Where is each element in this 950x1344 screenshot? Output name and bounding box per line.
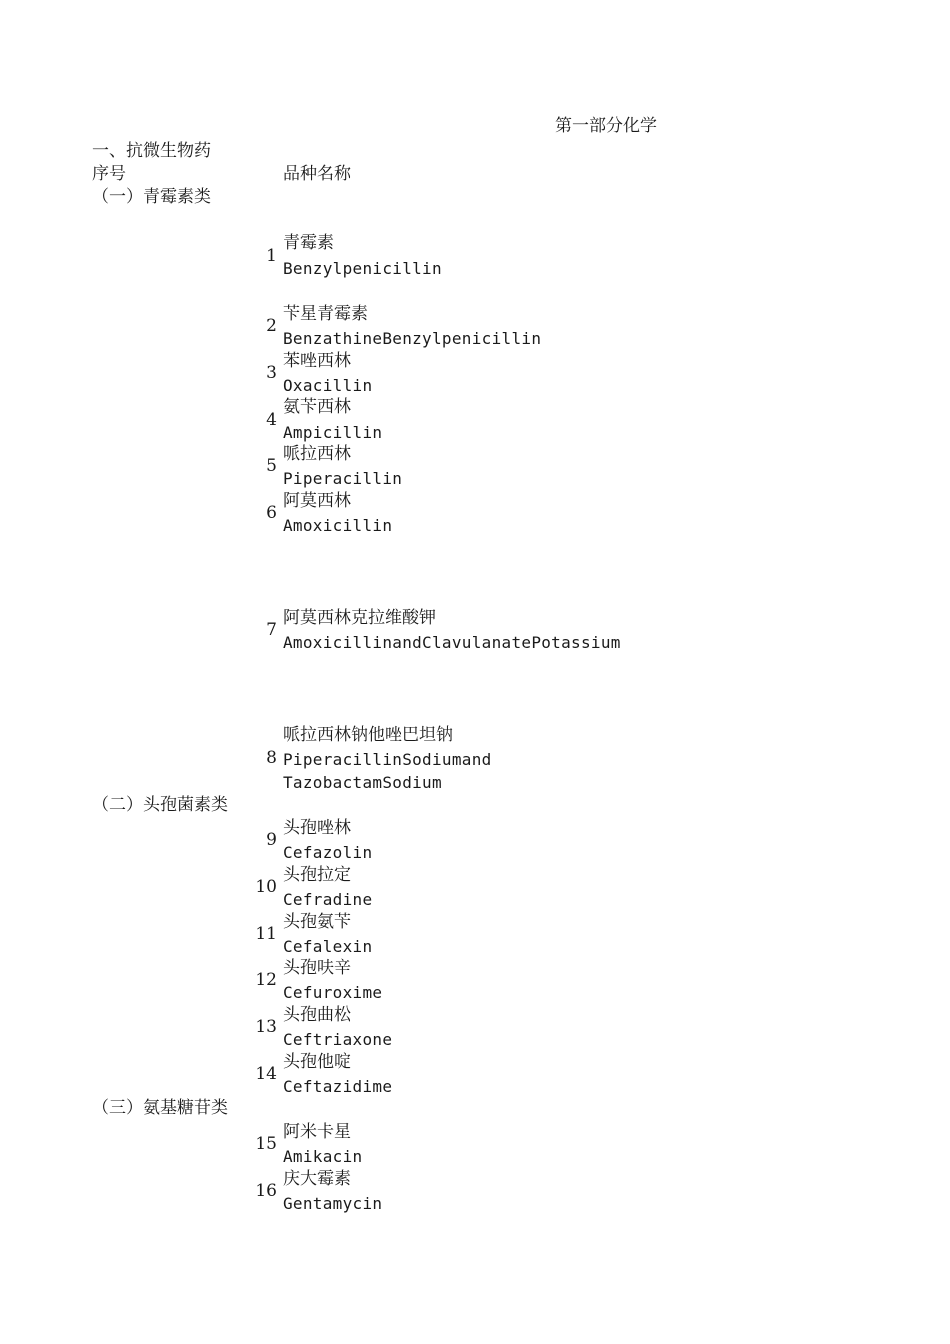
item-name-cn: 苄星青霉素: [283, 304, 368, 324]
item-name-en: Benzylpenicillin: [283, 259, 442, 278]
item-number: 5: [266, 456, 277, 476]
item-name-en: PiperacillinSodiumand: [283, 750, 492, 769]
item-number: 6: [266, 503, 277, 523]
item-name-en: AmoxicillinandClavulanatePotassium: [283, 633, 621, 652]
category-cephalosporins: （二）头孢菌素类: [92, 795, 228, 815]
part-title: 第一部分化学: [555, 116, 657, 136]
item-number: 2: [266, 316, 277, 336]
item-name-en: Cefuroxime: [283, 983, 383, 1002]
item-number: 8: [266, 748, 277, 768]
column-header-name: 品种名称: [283, 164, 351, 184]
item-name-cn: 头孢呋辛: [283, 958, 351, 978]
item-number: 7: [266, 620, 277, 640]
item-number: 13: [255, 1017, 277, 1037]
item-name-en: Oxacillin: [283, 376, 373, 395]
item-name-en: Gentamycin: [283, 1194, 383, 1213]
item-name-cn: 头孢氨苄: [283, 912, 351, 932]
category-aminoglycosides: （三）氨基糖苷类: [92, 1098, 228, 1118]
section-title: 一、抗微生物药: [92, 141, 211, 161]
item-name-en: Amoxicillin: [283, 516, 393, 535]
item-number: 9: [266, 830, 277, 850]
item-number: 11: [255, 924, 277, 944]
item-number: 15: [255, 1134, 277, 1154]
item-name-cn: 哌拉西林钠他唑巴坦钠: [283, 725, 453, 745]
item-name-cn: 苯唑西林: [283, 351, 351, 371]
item-number: 1: [266, 246, 277, 266]
item-name-en: Ceftriaxone: [283, 1030, 393, 1049]
item-name-cn: 青霉素: [283, 233, 334, 253]
item-name-cn: 氨苄西林: [283, 397, 351, 417]
item-number: 3: [266, 363, 277, 383]
item-name-en-continued: TazobactamSodium: [283, 773, 442, 792]
item-name-en: Ceftazidime: [283, 1077, 393, 1096]
item-number: 14: [255, 1064, 277, 1084]
item-name-cn: 哌拉西林: [283, 444, 351, 464]
column-header-number: 序号: [92, 164, 126, 184]
item-name-en: Cefazolin: [283, 843, 373, 862]
item-name-cn: 阿莫西林: [283, 491, 351, 511]
item-name-en: Cefalexin: [283, 937, 373, 956]
item-number: 16: [255, 1181, 277, 1201]
item-name-cn: 阿莫西林克拉维酸钾: [283, 608, 436, 628]
item-name-en: Amikacin: [283, 1147, 363, 1166]
item-number: 4: [266, 410, 277, 430]
item-name-en: Cefradine: [283, 890, 373, 909]
item-name-cn: 庆大霉素: [283, 1169, 351, 1189]
item-name-en: Piperacillin: [283, 469, 403, 488]
item-name-cn: 头孢他啶: [283, 1052, 351, 1072]
item-name-en: Ampicillin: [283, 423, 383, 442]
item-name-cn: 阿米卡星: [283, 1122, 351, 1142]
item-number: 12: [255, 970, 277, 990]
item-name-cn: 头孢曲松: [283, 1005, 351, 1025]
item-name-cn: 头孢唑林: [283, 818, 351, 838]
item-name-en: BenzathineBenzylpenicillin: [283, 329, 542, 348]
category-penicillins: （一）青霉素类: [92, 187, 211, 207]
item-number: 10: [255, 877, 277, 897]
item-name-cn: 头孢拉定: [283, 865, 351, 885]
